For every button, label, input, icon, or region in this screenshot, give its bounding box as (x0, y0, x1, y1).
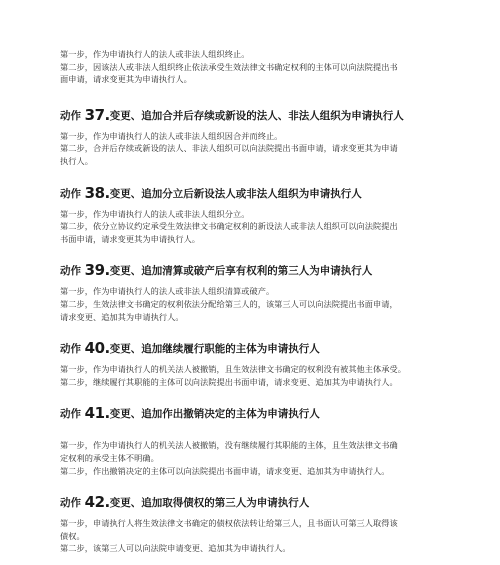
action-line: 第二步，合并后存续或新设的法人、非法人组织可以向法院提出书面申请，请求变更其为申请 (60, 143, 398, 154)
action-prefix: 动作 (60, 408, 81, 421)
action-line: 第二步，继续履行其职能的主体可以向法院提出书面申请，请求变更、追加其为申请执行人。 (60, 376, 398, 387)
action-title: 变更、追加清算或破产后享有权利的第三人为申请执行人 (109, 265, 373, 278)
action-prefix: 动作 (60, 109, 81, 122)
document-page (60, 48, 480, 555)
action-41-section (60, 405, 480, 477)
action-number: 40. (84, 339, 110, 358)
action-line: 书面申请，请求变更其为申请执行人。 (60, 233, 201, 244)
action-line: 第二步，生效法律文书确定的权利依法分配给第三人的，该第三人可以向法院提出书面申请， (60, 298, 398, 309)
action-38-section (60, 185, 480, 246)
action-line: 第一步，作为申请执行人的法人或非法人组织因合并而终止。 (60, 130, 283, 141)
action-title: 变更、追加取得债权的第三人为申请执行人 (109, 497, 310, 510)
action-number: 38. (84, 183, 110, 202)
action-line: 第一步，申请执行人将生效法律文书确定的债权依法转让给第三人，且书面认可第三人取得该 (60, 518, 398, 529)
action-39-heading (60, 262, 480, 279)
action-prefix: 动作 (60, 187, 81, 200)
intro-line: 第二步，因该法人或非法人组织终止依法承受生效法律文书确定权利的主体可以向法院提出书 (60, 61, 398, 72)
action-line: 债权。 (60, 530, 85, 541)
action-42-section (60, 494, 480, 555)
action-41-heading (60, 405, 480, 422)
action-title: 变更、追加继续履行职能的主体为申请执行人 (109, 343, 320, 356)
action-line: 第一步，作为申请执行人的机关法人被撤销，没有继续履行其职能的主体，且生效法律文书确 (60, 440, 398, 451)
action-line: 第一步，作为申请执行人的法人或非法人组织分立。 (60, 208, 250, 219)
action-line: 第一步，作为申请执行人的法人或非法人组织清算或破产。 (60, 286, 275, 297)
action-number: 41. (84, 404, 110, 423)
intro-line: 面申请，请求变更其为申请执行人。 (60, 74, 192, 85)
action-line: 第二步，该第三人可以向法院申请变更、追加其为申请执行人。 (60, 543, 291, 554)
action-line: 执行人。 (60, 155, 93, 166)
action-prefix: 动作 (60, 265, 81, 278)
intro-section (60, 48, 480, 86)
action-38-heading (60, 185, 480, 202)
action-number: 37. (84, 105, 110, 124)
action-title: 变更、追加分立后新设法人或非法人组织为申请执行人 (109, 187, 362, 200)
action-number: 39. (84, 261, 110, 280)
action-title: 变更、追加作出撤销决定的主体为申请执行人 (109, 408, 320, 421)
action-39-section (60, 262, 480, 323)
action-line: 第一步，作为申请执行人的机关法人被撤销，且生效法律文书确定的权利没有被其他主体承受。 (60, 364, 406, 375)
action-prefix: 动作 (60, 497, 81, 510)
action-37-section (60, 107, 480, 168)
action-40-section (60, 340, 480, 388)
action-42-heading (60, 494, 480, 511)
action-number: 42. (84, 493, 110, 512)
action-line: 定权利的承受主体不明确。 (60, 452, 159, 463)
action-title: 变更、追加合并后存续或新设的法人、非法人组织为申请执行人 (109, 109, 404, 122)
action-line: 请求变更、追加其为申请执行人。 (60, 311, 184, 322)
action-line: 第二步，依分立协议约定承受生效法律文书确定权利的新设法人或非法人组织可以向法院提出 (60, 221, 398, 232)
action-line: 第二步，作出撤销决定的主体可以向法院提出书面申请，请求变更、追加其为申请执行人。 (60, 465, 390, 476)
intro-line: 第一步，作为申请执行人的法人或非法人组织终止。 (60, 49, 250, 59)
action-37-heading (60, 107, 480, 124)
action-40-heading (60, 340, 480, 357)
action-prefix: 动作 (60, 343, 81, 356)
